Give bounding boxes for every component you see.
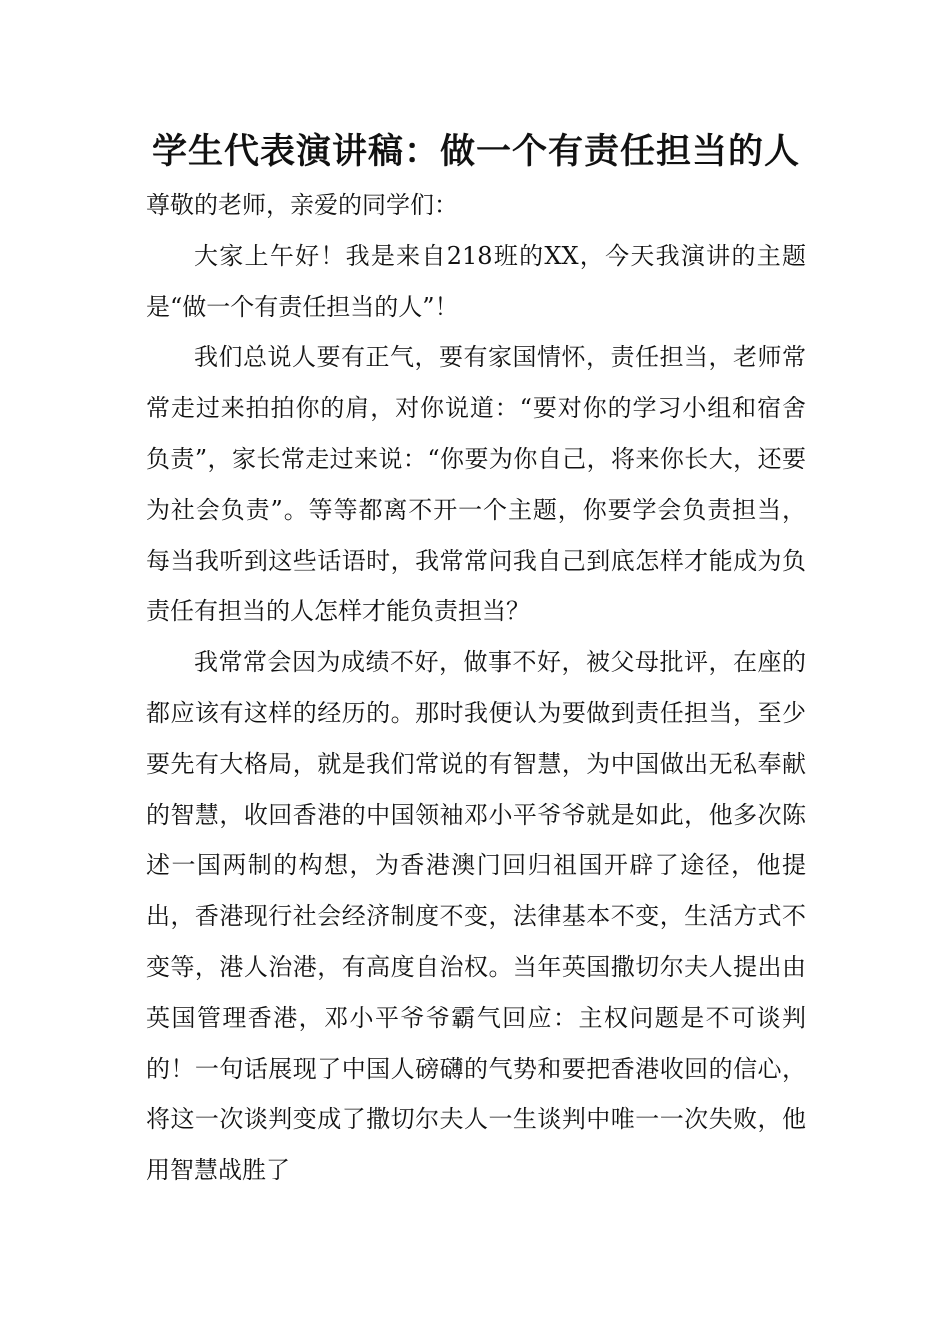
- document-body: [146, 180, 806, 1196]
- document-title: 学生代表演讲稿：做一个有责任担当的人: [151, 132, 800, 172]
- paragraph-1: 大家上午好！我是来自218班的XX，今天我演讲的主题是“做一个有责任担当的人”！: [146, 241, 806, 321]
- salutation: 尊敬的老师，亲爱的同学们：: [146, 191, 458, 219]
- paragraph-2: 我们总说人要有正气，要有家国情怀，责任担当，老师常常走过来拍拍你的肩，对你说道：“要对你的学习小组和宿舍负责”，家长常走过来说：“你要为你自己，将来你长大，还要为社会负责”。等等都离不开一个主题，你要学会负责担当，每当我听到这些话语时，我常常问我自己到底怎样才能成为负责任有担当的人怎样才能负责担当？: [146, 343, 806, 626]
- paragraph-3: 我常常会因为成绩不好，做事不好，被父母批评，在座的都应该有这样的经历的。那时我便认为要做到责任担当，至少要先有大格局，就是我们常说的有智慧，为中国做出无私奉献的智慧，收回香港的中国领袖邓小平爷爷就是如此，他多次陈述一国两制的构想，为香港澳门回归祖国开辟了途径，他提出，香港现行社会经济制度不变，法律基本不变，生活方式不变等，港人治港，有高度自治权。当年英国撒切尔夫人提出由英国管理香港，邓小平爷爷霸气回应：主权问题是不可谈判的！一句话展现了中国人磅礴的气势和要把香港收回的信心，将这一次谈判变成了撒切尔夫人一生谈判中唯一一次失败，他用智慧战胜了: [146, 648, 806, 1185]
